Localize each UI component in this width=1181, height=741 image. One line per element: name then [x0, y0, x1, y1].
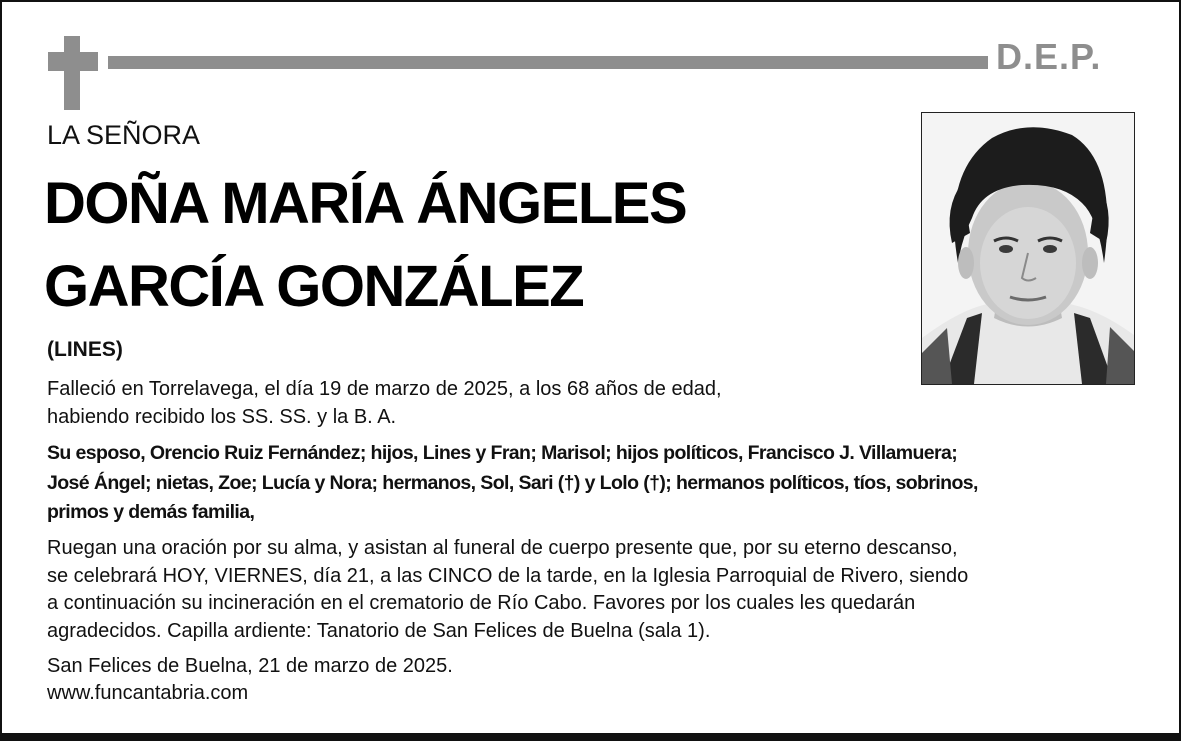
honorific-prefix: LA SEÑORA	[47, 120, 201, 150]
deceased-name-line-1: DOÑA MARÍA ÁNGELES	[44, 171, 687, 236]
family-line: José Ángel; nietas, Zoe; Lucía y Nora; hermanos, Sol, Sari (†) y Lolo (†); hermanos políticos, tíos, sobrinos,	[47, 472, 978, 494]
funeral-line: se celebrará HOY, VIERNES, día 21, a las CINCO de la tarde, en la Iglesia Parroquial de Rivero, siendo	[47, 565, 969, 587]
funeral-line: a continuación su incineración en el crematorio de Río Cabo. Favores por los cuales les quedarán	[47, 592, 916, 614]
deceased-nickname: (LINES)	[47, 338, 123, 361]
death-notice-line: habiendo recibido los SS. SS. y la B. A.	[47, 406, 397, 428]
header-rule	[108, 56, 988, 69]
death-notice-line: Falleció en Torrelavega, el día 19 de marzo de 2025, a los 68 años de edad,	[47, 378, 722, 400]
cross-icon-arm	[48, 52, 98, 71]
website-link[interactable]: www.funcantabria.com	[47, 682, 249, 704]
place-date: San Felices de Buelna, 21 de marzo de 2025.	[47, 655, 453, 677]
portrait-photo	[921, 112, 1135, 385]
deceased-name-line-2: GARCÍA GONZÁLEZ	[44, 254, 584, 319]
dep-label: D.E.P.	[996, 36, 1102, 77]
funeral-line: Ruegan una oración por su alma, y asistan al funeral de cuerpo presente que, por su eterno descanso,	[47, 537, 958, 559]
funeral-line: agradecidos. Capilla ardiente: Tanatorio de San Felices de Buelna (sala 1).	[47, 620, 711, 642]
cross-icon	[64, 36, 80, 110]
family-line: primos y demás familia,	[47, 501, 255, 523]
family-line: Su esposo, Orencio Ruiz Fernández; hijos, Lines y Fran; Marisol; hijos políticos, Francisco J. Villamuera;	[47, 442, 958, 464]
